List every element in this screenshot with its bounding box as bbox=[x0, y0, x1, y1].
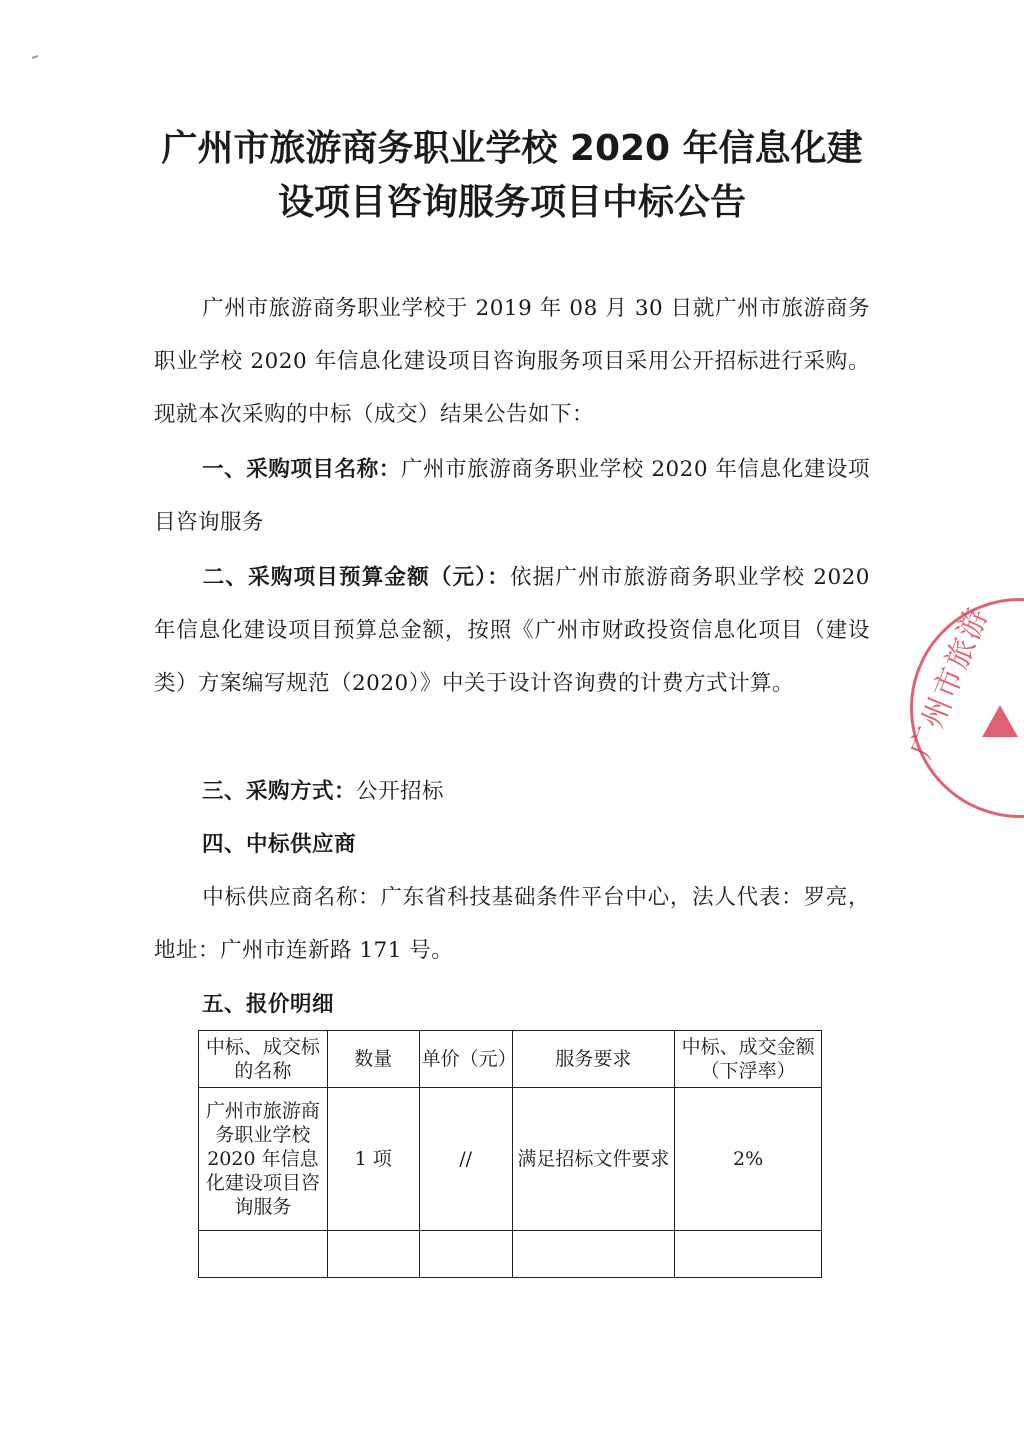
table-cell bbox=[419, 1231, 512, 1278]
intro-text: 广州市旅游商务职业学校于 2019 年 08 月 30 日就广州市旅游商务职业学校 2020 年信息化建设项目咨询服务项目采用公开招标进行采购。现就本次采购的中标（成交）结果公告如下： bbox=[154, 296, 870, 427]
table-header-cell: 单价（元） bbox=[419, 1031, 512, 1088]
table-header-cell: 数量 bbox=[327, 1031, 419, 1088]
table-cell bbox=[675, 1231, 822, 1278]
section-2-text: 依据广州市旅游商务职业学校 2020 年信息化建设项目预算总金额，按照《广州市财政投资信息化项目（建设类）方案编写规范（2020）》中关于设计咨询费的计费方式计算。 bbox=[154, 565, 870, 696]
section-5-heading: 五、报价明细 bbox=[202, 992, 335, 1017]
section-5-heading-line bbox=[154, 978, 870, 1031]
table-header-row bbox=[199, 1031, 822, 1088]
section-3-text: 公开招标 bbox=[356, 779, 445, 804]
table-cell: 广州市旅游商务职业学校 2020 年信息化建设项目咨询服务 bbox=[199, 1088, 328, 1231]
table-cell: 1 项 bbox=[327, 1088, 419, 1231]
section-2-heading: 二、采购项目预算金额（元）： bbox=[202, 565, 510, 590]
section-3-heading: 三、采购方式： bbox=[202, 779, 357, 804]
seal-star-icon bbox=[982, 705, 1018, 737]
table-cell bbox=[199, 1231, 328, 1278]
section-4-text: 中标供应商名称：广东省科技基础条件平台中心，法人代表：罗亮，地址：广州市连新路 171 号。 bbox=[154, 885, 870, 963]
section-1 bbox=[154, 443, 870, 549]
table-cell: 满足招标文件要求 bbox=[512, 1088, 675, 1231]
intro-paragraph bbox=[154, 282, 870, 441]
table-cell bbox=[327, 1231, 419, 1278]
section-2 bbox=[154, 551, 870, 710]
quote-table bbox=[198, 1030, 822, 1278]
section-1-heading: 一、采购项目名称： bbox=[202, 457, 401, 482]
table-header-cell: 服务要求 bbox=[512, 1031, 675, 1088]
table-header-cell: 中标、成交金额（下浮率） bbox=[675, 1031, 822, 1088]
section-4-heading: 四、中标供应商 bbox=[202, 832, 357, 857]
section-4-heading-line bbox=[154, 818, 870, 871]
section-3 bbox=[154, 765, 870, 818]
table-header-cell: 中标、成交标的名称 bbox=[199, 1031, 328, 1088]
table-row bbox=[199, 1231, 822, 1278]
page-title-line-2: 设项目咨询服务项目中标公告 bbox=[277, 182, 746, 223]
table-cell: 2% bbox=[675, 1088, 822, 1231]
page-title-line-1: 广州市旅游商务职业学校 2020 年信息化建 bbox=[161, 128, 863, 169]
table-row bbox=[199, 1088, 822, 1231]
scan-artifact bbox=[32, 55, 38, 59]
section-1-text: 广州市旅游商务职业学校 2020 年信息化建设项目咨询服务 bbox=[154, 457, 870, 535]
section-4 bbox=[154, 871, 870, 977]
table-cell: // bbox=[419, 1088, 512, 1231]
table-cell bbox=[512, 1231, 675, 1278]
official-seal-text: 广州市旅游 bbox=[903, 601, 996, 764]
